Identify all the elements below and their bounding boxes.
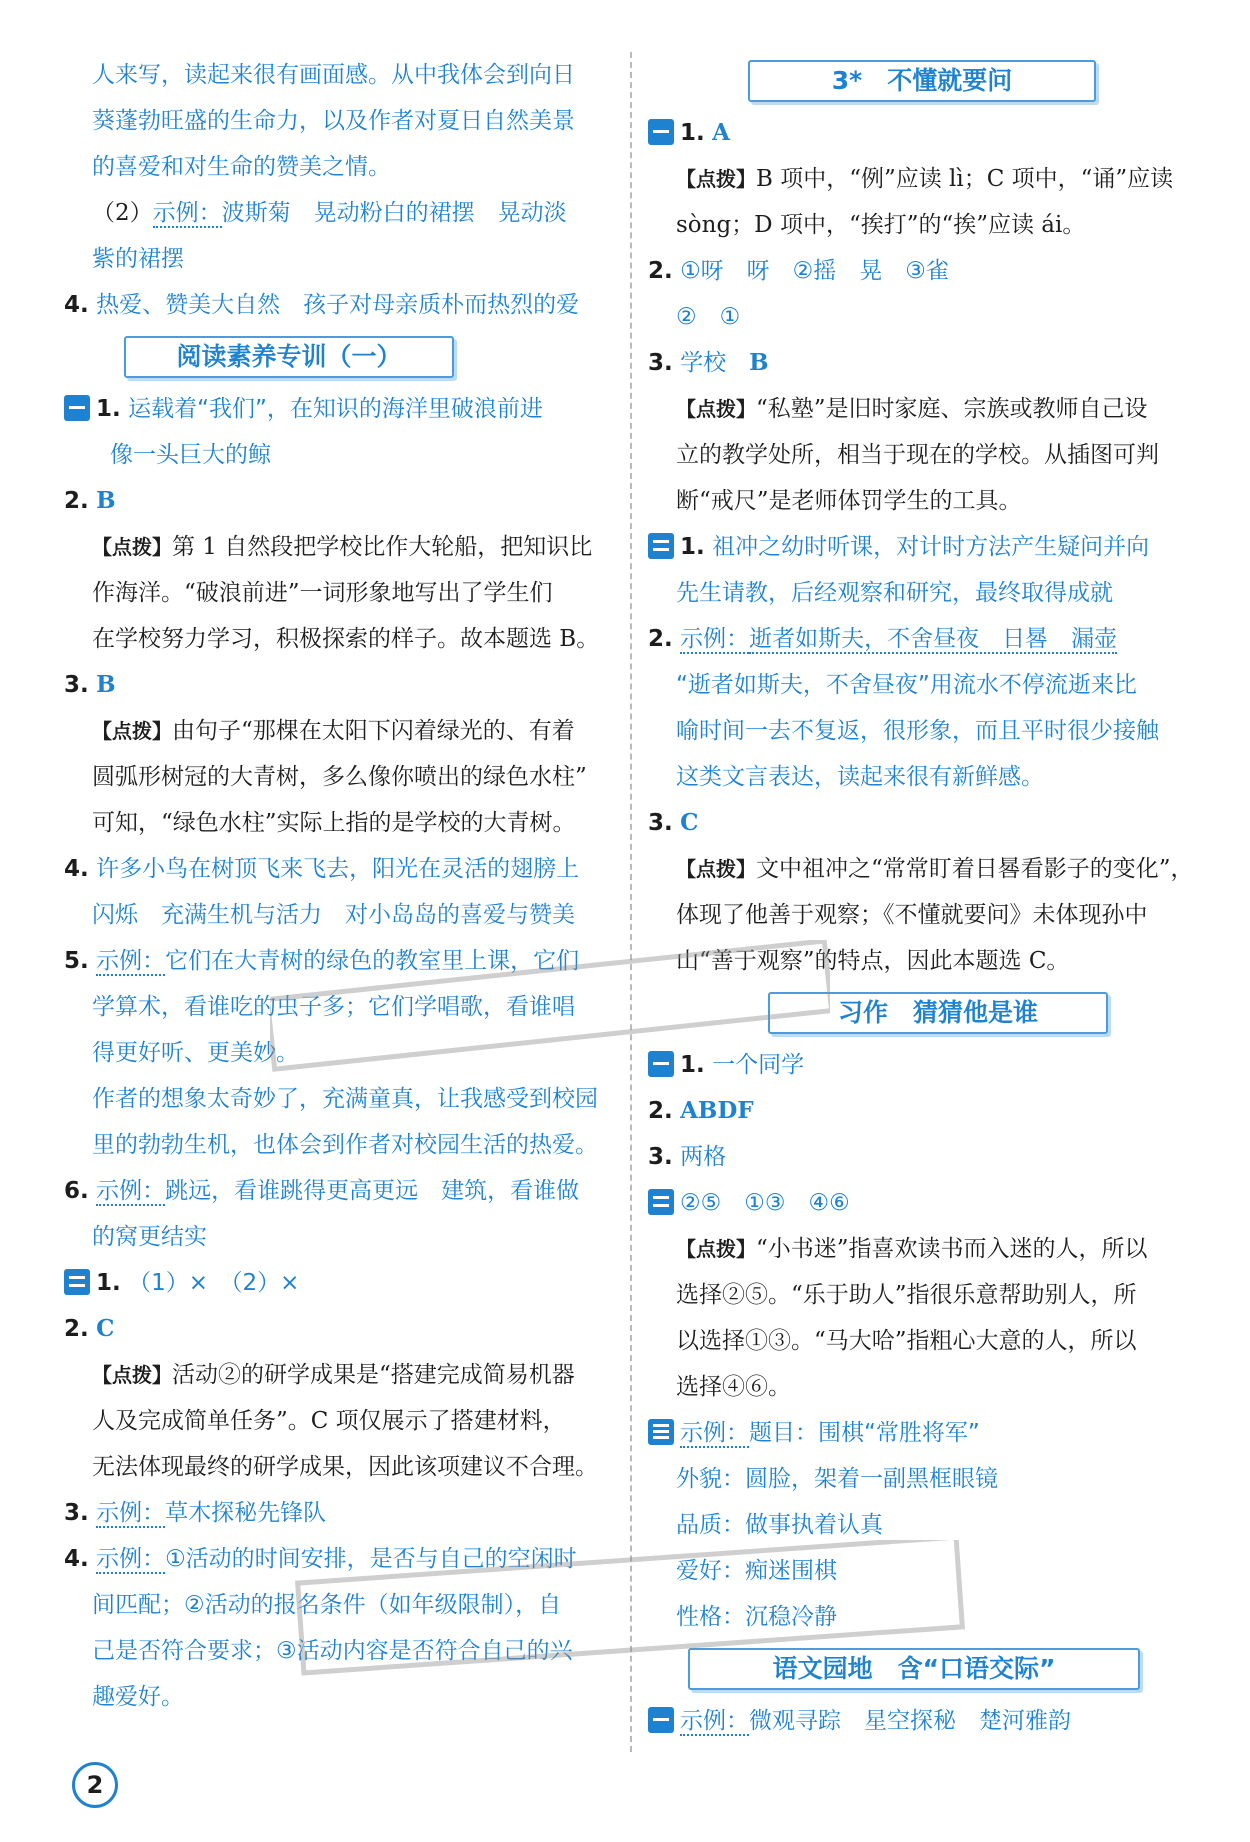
answer-line: 这类文言表达，读起来很有新鲜感。 xyxy=(676,764,1044,790)
answer-text: ①活动的时间安排，是否与自己的空闲时 xyxy=(165,1546,577,1572)
example-label: 示例： xyxy=(680,1420,749,1446)
hint-label: 【点拨】 xyxy=(92,1363,172,1387)
hint-line: 人及完成简单任务”。C 项仅展示了搭建材料， xyxy=(92,1408,566,1434)
question-number: 1. xyxy=(96,1270,121,1296)
hint-line xyxy=(648,386,1196,432)
hint-line xyxy=(648,1226,1196,1272)
answer-line xyxy=(64,386,614,432)
hint-label: 【点拨】 xyxy=(92,535,172,559)
question-number: 5. xyxy=(64,948,89,974)
section-title: 阅读素养专训（一） xyxy=(124,336,454,378)
hint-text: B 项中，“例”应读 lì；C 项中，“诵”应读 xyxy=(756,166,1174,192)
answer-choice: B xyxy=(96,671,116,698)
hint-line xyxy=(648,156,1196,202)
answer-line xyxy=(64,938,614,984)
hint-label: 【点拨】 xyxy=(676,167,756,191)
question-number: 2. xyxy=(648,626,673,652)
answer-line: 己是否符合要求；③活动内容是否符合自己的兴 xyxy=(92,1638,573,1664)
answer-text: （1）× （2）× xyxy=(128,1270,300,1296)
answer-line: 性格：沉稳冷静 xyxy=(676,1604,837,1630)
hint-text: 由句子“那棵在太阳下闪着绿光的、有着 xyxy=(172,718,575,744)
answer-text: 跳远，看谁跳得更高更远 建筑，看谁做 xyxy=(165,1178,580,1204)
hint-text: 活动②的研学成果是“搭建完成简易机器 xyxy=(172,1362,575,1388)
section-header xyxy=(648,1640,1196,1698)
answer-line: 先生请教，后经观察和研究，最终取得成就 xyxy=(676,580,1113,606)
hint-line: 选择②⑤。“乐于助人”指很乐意帮助别人，所 xyxy=(676,1282,1137,1308)
answer-line: 间匹配；②活动的报名条件（如年级限制），自 xyxy=(92,1592,562,1618)
part-one-icon xyxy=(648,119,674,145)
question-number: 3. xyxy=(64,1500,89,1526)
question-number: 2. xyxy=(64,488,89,514)
example-label: 示例： xyxy=(152,200,222,226)
answer-text: 许多小鸟在树顶飞来飞去，阳光在灵活的翅膀上 xyxy=(96,856,580,882)
answer-line xyxy=(64,282,614,328)
question-number: 1. xyxy=(680,120,705,146)
hint-label: 【点拨】 xyxy=(676,857,756,881)
section-header xyxy=(648,52,1196,110)
section-title: 语文园地 含“口语交际” xyxy=(688,1648,1140,1690)
answer-text: 它们在大青树的绿色的教室里上课，它们 xyxy=(165,948,580,974)
answer-line: 人来写，读起来很有画面感。从中我体会到向日 xyxy=(92,62,575,88)
answer-text: 两格 xyxy=(680,1144,727,1170)
answer-line: 闪烁 充满生机与活力 对小岛岛的喜爱与赞美 xyxy=(92,902,575,928)
question-number: 1. xyxy=(96,396,121,422)
answer-text: 微观寻踪 星空探秘 楚河雅韵 xyxy=(749,1708,1071,1734)
question-number: 4. xyxy=(64,856,89,882)
hint-line xyxy=(648,846,1196,892)
answer-text: 波斯菊 晃动粉白的裙摆 晃动淡 xyxy=(221,200,567,226)
answer-line xyxy=(648,248,1196,294)
hint-line: 无法体现最终的研学成果，因此该项建议不合理。 xyxy=(92,1454,598,1480)
hint-line: 圆弧形树冠的大青树，多么像你喷出的绿色水柱” xyxy=(92,764,587,790)
part-one-icon xyxy=(648,1051,674,1077)
question-number: 3. xyxy=(648,350,673,376)
answer-line xyxy=(648,110,1196,156)
answer-text: ②⑤ ①③ ④⑥ xyxy=(680,1190,850,1216)
example-label: 示例： xyxy=(96,948,166,974)
answer-choice: C xyxy=(96,1315,115,1342)
part-two-icon xyxy=(64,1269,90,1295)
answer-line: 像一头巨大的鲸 xyxy=(110,442,271,468)
example-label: 示例： xyxy=(680,1708,749,1734)
answer-line xyxy=(648,1180,1196,1226)
answer-choice: A xyxy=(712,119,730,146)
question-number: 3. xyxy=(64,672,89,698)
answer-line xyxy=(648,1042,1196,1088)
answer-line xyxy=(648,800,1196,846)
part-one-icon xyxy=(64,395,90,421)
page-number: 2 xyxy=(72,1762,118,1808)
hint-line: 断“戒尺”是老师体罚学生的工具。 xyxy=(676,488,1022,514)
hint-line xyxy=(64,708,614,754)
question-number: 1. xyxy=(680,1052,705,1078)
section-title: 习作 猜猜他是谁 xyxy=(768,992,1108,1034)
answer-line: “逝者如斯夫，不舍昼夜”用流水不停流逝来比 xyxy=(676,672,1137,698)
hint-line: 以选择①③。“马大哈”指粗心大意的人，所以 xyxy=(676,1328,1137,1354)
column-divider xyxy=(630,52,632,1752)
hint-text: 第 1 自然段把学校比作大轮船，把知识比 xyxy=(172,534,593,560)
hint-text: 文中祖冲之“常常盯着日晷看影子的变化”， xyxy=(756,856,1194,882)
answer-line xyxy=(648,1698,1196,1744)
answer-choice: C xyxy=(680,809,699,836)
answer-text: ①呀 呀 ②摇 晃 ③雀 xyxy=(680,258,949,284)
answer-text: 运载着“我们”，在知识的海洋里破浪前进 xyxy=(128,396,543,422)
answer-line xyxy=(64,846,614,892)
part-three-icon xyxy=(648,1419,674,1445)
answer-choice: B xyxy=(749,349,769,376)
answer-line xyxy=(64,1306,614,1352)
hint-line: 选择④⑥。 xyxy=(676,1374,791,1400)
example-label: 示例： xyxy=(680,626,750,652)
answer-line xyxy=(64,1168,614,1214)
answer-line: ② ① xyxy=(676,304,741,330)
question-number: 6. xyxy=(64,1178,89,1204)
example-label: 示例： xyxy=(96,1546,166,1572)
answer-line xyxy=(64,478,614,524)
hint-text: “小书迷”指喜欢读书而入迷的人，所以 xyxy=(756,1236,1148,1262)
answer-text: 热爱、赞美大自然 孩子对母亲质朴而热烈的爱 xyxy=(96,292,580,318)
section-header xyxy=(648,984,1196,1042)
hint-text: “私塾”是旧时家庭、宗族或教师自己设 xyxy=(756,396,1148,422)
answer-text: 一个同学 xyxy=(712,1052,805,1078)
answer-line xyxy=(64,1490,614,1536)
question-number: 1. xyxy=(680,534,705,560)
section-header xyxy=(64,328,614,386)
answer-line: 爱好：痴迷围棋 xyxy=(676,1558,837,1584)
question-number: 3. xyxy=(648,1144,673,1170)
answer-line xyxy=(648,524,1196,570)
hint-label: 【点拨】 xyxy=(676,397,756,421)
hint-line: 作海洋。“破浪前进”一词形象地写出了学生们 xyxy=(92,580,553,606)
hint-line: 立的教学处所，相当于现在的学校。从插图可判 xyxy=(676,442,1159,468)
answer-line: 的喜爱和对生命的赞美之情。 xyxy=(92,154,391,180)
answer-line: 得更好听、更美妙。 xyxy=(92,1040,299,1066)
answer-line xyxy=(648,1088,1196,1134)
question-number: 2. xyxy=(648,258,673,284)
answer-line: 作者的想象太奇妙了，充满童真，让我感受到校园 xyxy=(92,1086,598,1112)
hint-line: 在学校努力学习，积极探索的样子。故本题选 B。 xyxy=(92,626,600,652)
answer-text: 逝者如斯夫，不舍昼夜 日晷 漏壶 xyxy=(749,626,1118,652)
answer-line: 趣爱好。 xyxy=(92,1684,184,1710)
answer-line: 喻时间一去不复返，很形象，而且平时很少接触 xyxy=(676,718,1159,744)
answer-line xyxy=(648,1410,1196,1456)
answer-text: 祖冲之幼时听课，对计时方法产生疑问并向 xyxy=(712,534,1150,560)
question-number: 4. xyxy=(64,1546,89,1572)
left-column xyxy=(64,52,614,1720)
example-label: 示例： xyxy=(96,1500,166,1526)
answer-line: 葵蓬勃旺盛的生命力，以及作者对夏日自然美景 xyxy=(92,108,575,134)
hint-line: sòng；D 项中，“挨打”的“挨”应读 ái。 xyxy=(676,212,1086,238)
hint-line xyxy=(64,1352,614,1398)
answer-line: 外貌：圆脸，架着一副黑框眼镜 xyxy=(676,1466,998,1492)
answer-line xyxy=(64,190,614,236)
answer-line: 的窝更结实 xyxy=(92,1224,207,1250)
hint-line: 可知，“绿色水柱”实际上指的是学校的大青树。 xyxy=(92,810,576,836)
example-label: 示例： xyxy=(96,1178,166,1204)
answer-line xyxy=(648,616,1196,662)
question-number: 4. xyxy=(64,292,89,318)
answer-line xyxy=(64,1536,614,1582)
part-one-icon xyxy=(648,1707,674,1733)
section-title: 3* 不懂就要问 xyxy=(748,60,1096,102)
answer-text: 题目：围棋“常胜将军” xyxy=(749,1420,980,1446)
right-column xyxy=(648,52,1196,1744)
question-number: 2. xyxy=(648,1098,673,1124)
answer-choice: ABDF xyxy=(680,1097,754,1124)
question-number: 3. xyxy=(648,810,673,836)
question-number: 2. xyxy=(64,1316,89,1342)
answer-line: 品质：做事执着认真 xyxy=(676,1512,883,1538)
answer-line xyxy=(64,1260,614,1306)
part-two-icon xyxy=(648,533,674,559)
sub-number: （2） xyxy=(92,200,153,226)
hint-label: 【点拨】 xyxy=(92,719,172,743)
answer-line xyxy=(648,1134,1196,1180)
answer-line xyxy=(648,340,1196,386)
answer-line: 学算术，看谁吃的虫子多；它们学唱歌，看谁唱 xyxy=(92,994,575,1020)
part-two-icon xyxy=(648,1189,674,1215)
hint-line: 山“善于观察”的特点，因此本题选 C。 xyxy=(676,948,1070,974)
answer-text: 草木探秘先锋队 xyxy=(165,1500,327,1526)
answer-line: 里的勃勃生机，也体会到作者对校园生活的热爱。 xyxy=(92,1132,598,1158)
answer-line xyxy=(64,662,614,708)
answer-line: 紫的裙摆 xyxy=(92,246,184,272)
answer-text: 学校 xyxy=(680,350,727,376)
hint-label: 【点拨】 xyxy=(676,1237,756,1261)
answer-choice: B xyxy=(96,487,116,514)
hint-line xyxy=(64,524,614,570)
hint-line: 体现了他善于观察；《不懂就要问》未体现孙中 xyxy=(676,902,1148,928)
